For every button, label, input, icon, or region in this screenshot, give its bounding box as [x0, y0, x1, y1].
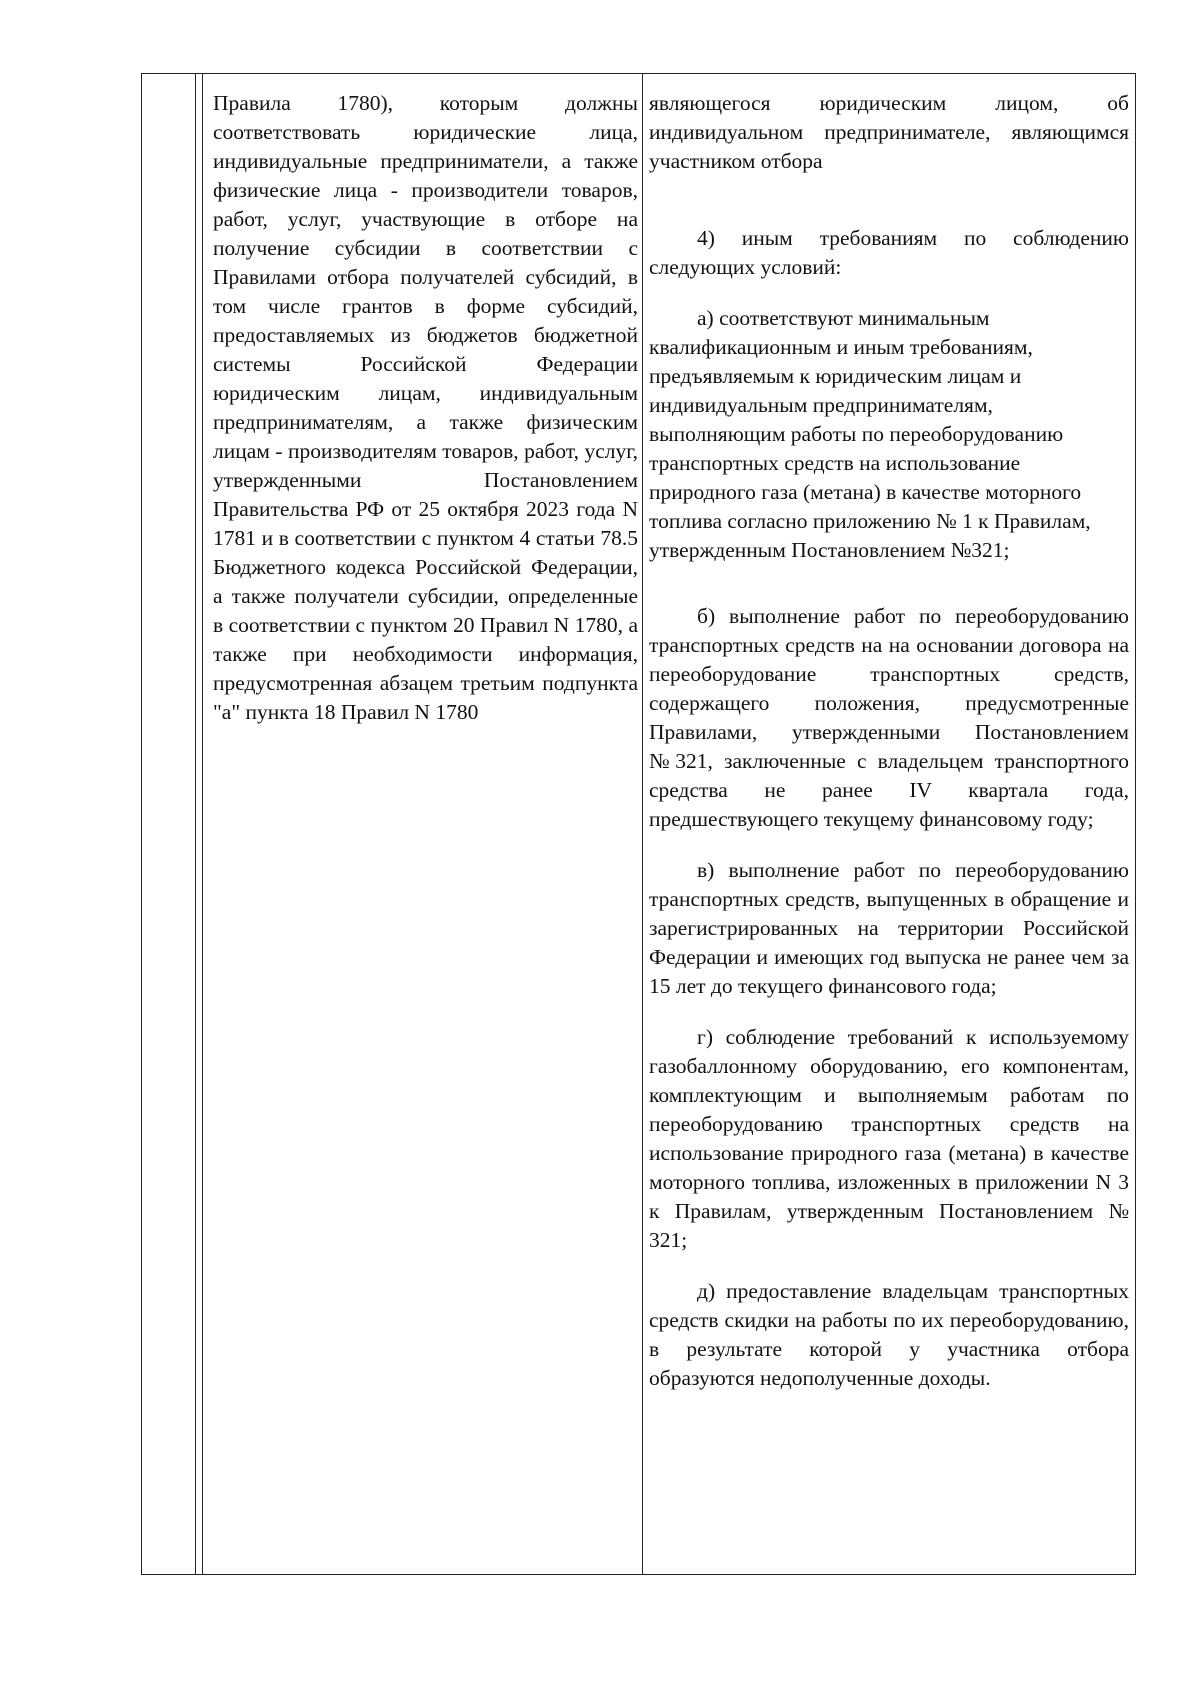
requirements-text: Правила 1780), которым должны соответствовать юридические лица, индивидуальные предприниматели, а также физические лица - производители товаров, работ, услуг, участвующие в отборе на получение субсидии в соответствии с Правилами отбора получателей субсидий, в том числе грантов в форме субсидий, предоставляемых из бюджетов бюджетной системы Российской Федерации юридическим лицам, индивидуальным предпринимателям, а также физическим лицам - производителям товаров, работ, услуг, утвержденными Постановлением Правительства РФ от 25 октября 2023 года N 1781 и в соответствии с пунктом 4 статьи 78.5 Бюджетного кодекса Российской Федерации, а также получатели субсидии, определенные в соответствии с пунктом 20 Правил N 1780, а также при необходимости информация, предусмотренная абзацем третьим подпункта "а" пункта 18 Правил N 1780	[213, 91, 638, 724]
item-b-paragraph: б) выполнение работ по переоборудованию транспортных средств на на основании договора на переоборудование транспортных средств, содержащего положения, предусмотренные Правилами, утвержденными Постановлением №321, заключенные с владельцем транспортного средства не ранее IV квартала года, предшествующего текущему финансовому году;	[649, 604, 1129, 831]
item-a-paragraph: а) соответствуют минимальным квалификационным и иным требованиям, предъявляемым к юридическим лицам и индивидуальным предпринимателям, выполняющим работы по переоборудованию транспортных средств на использование природного газа (метана) в качестве моторного топлива согласно приложению № 1 к Правилам, утвержденным Постановлением №321;	[649, 306, 1091, 562]
table-divider-3	[642, 74, 643, 1574]
middle-column-cell	[213, 89, 638, 727]
right-column-cell	[649, 89, 1129, 1393]
item-4-paragraph: 4) иным требованиям по соблюдению следующих условий:	[649, 226, 1129, 279]
document-table	[141, 73, 1136, 1575]
item-d-paragraph: д) предоставление владельцам транспортных средств скидки на работы по их переоборудованию, в результате которой у участника отбора образуются недополученные доходы.	[649, 1279, 1129, 1390]
intro-paragraph: являющегося юридическим лицом, об индивидуальном предпринимателе, являющимся участником отбора	[649, 91, 1129, 173]
item-v-paragraph: в) выполнение работ по переоборудованию транспортных средств, выпущенных в обращение и зарегистрированных на территории Российской Федерации и имеющих год выпуска не ранее чем за 15 лет до текущего финансового года;	[649, 858, 1129, 998]
item-g-paragraph: г) соблюдение требований к используемому газобаллонному оборудованию, его компонентам, комплектующим и выполняемым работам по переоборудованию транспортных средств на использование природного газа (метана) в качестве моторного топлива, изложенных в приложении N 3 к Правилам, утвержденным Постановлением № 321;	[649, 1025, 1129, 1252]
table-divider-1	[195, 74, 196, 1574]
table-divider-2	[202, 74, 203, 1574]
